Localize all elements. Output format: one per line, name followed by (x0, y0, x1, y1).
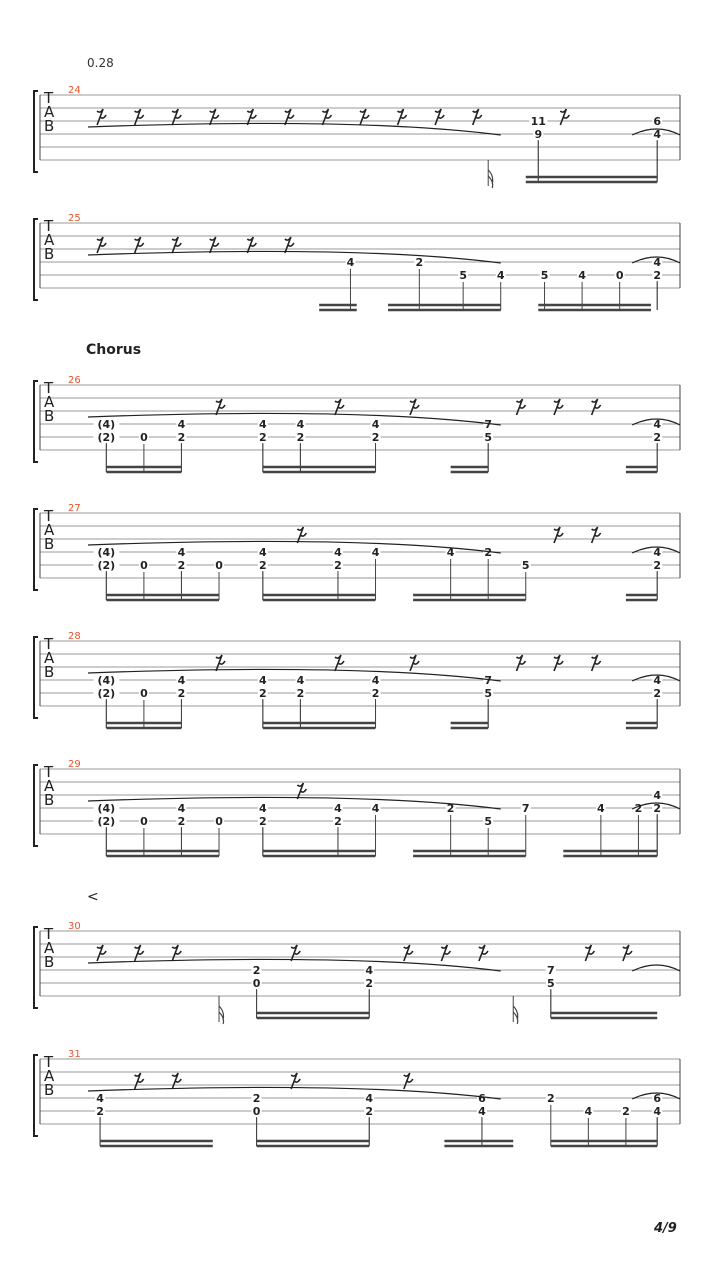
rest-glyph (297, 783, 306, 799)
fret-number: (4) (97, 674, 116, 687)
fret-number: 0 (252, 1105, 261, 1118)
rest-glyph (172, 1073, 181, 1089)
rest-glyph (172, 109, 181, 125)
rest-glyph (623, 945, 632, 961)
measure-number: 28 (68, 631, 81, 642)
fret-number: 7 (546, 964, 555, 977)
fret-number: 2 (653, 269, 662, 282)
fret-number: 4 (653, 1105, 662, 1118)
tab-clef-letter: A (44, 521, 55, 539)
fret-number: 2 (296, 431, 305, 444)
rest-glyph (247, 109, 256, 125)
rest-glyph (517, 655, 526, 671)
fret-number: 4 (584, 1105, 593, 1118)
slur-arc (88, 541, 501, 553)
system-bracket (34, 219, 38, 300)
fret-number: 4 (346, 256, 355, 269)
fret-number: 4 (653, 418, 662, 431)
system-bracket (34, 509, 38, 590)
fret-number: 4 (496, 269, 505, 282)
tab-clef-letter: T (44, 89, 54, 107)
fret-number: 4 (597, 802, 605, 815)
rest-glyph (291, 945, 300, 961)
fret-number: 4 (371, 802, 380, 815)
system-bracket (34, 765, 38, 846)
rest-glyph (592, 399, 601, 415)
fret-number: 4 (177, 674, 186, 687)
tab-clef-letter: A (44, 939, 55, 957)
fret-number: 2 (365, 1105, 374, 1118)
fret-number: 4 (365, 1092, 374, 1105)
rest-glyph (435, 109, 444, 125)
fret-number: 5 (484, 815, 493, 828)
slur-arc (88, 123, 501, 135)
measure-number: 31 (68, 1049, 81, 1060)
fret-number: 0 (140, 431, 148, 444)
fret-number: 7 (484, 674, 493, 687)
system-bracket (34, 91, 38, 172)
fret-number: 0 (615, 269, 624, 282)
fret-number: 4 (371, 546, 380, 559)
tab-clef-letter: A (44, 393, 55, 411)
fret-number: 2 (653, 431, 662, 444)
fret-number: 2 (365, 977, 374, 990)
rest-glyph (410, 399, 419, 415)
fret-number: 5 (459, 269, 467, 282)
system-bracket (34, 1055, 38, 1136)
measure-number: 26 (68, 375, 81, 386)
rest-glyph (135, 945, 144, 961)
fret-number: 2 (371, 687, 380, 700)
tab-clef-letter: A (44, 1067, 55, 1085)
rest-glyph (216, 655, 225, 671)
fret-number: 2 (177, 559, 186, 572)
rest-glyph (210, 237, 219, 253)
rest-glyph (410, 655, 419, 671)
rest-glyph (247, 237, 256, 253)
tab-clef-letter: T (44, 925, 54, 943)
section-label-chorus: Chorus (86, 342, 142, 358)
fret-number: (2) (97, 687, 116, 700)
fret-number: 4 (446, 546, 455, 559)
slur-arc (88, 1087, 501, 1099)
fret-number: 2 (484, 546, 493, 559)
tab-clef-letter: B (44, 1081, 55, 1099)
fret-number: 2 (334, 815, 342, 828)
fret-number: 4 (653, 789, 662, 802)
system-bracket (34, 381, 38, 462)
fret-number: 2 (296, 687, 305, 700)
rest-glyph (335, 399, 344, 415)
system-bracket (34, 637, 38, 718)
tab-clef-letter: B (44, 117, 55, 135)
tab-clef-letter: T (44, 507, 54, 525)
measure-number: 24 (68, 85, 81, 96)
rest-glyph (297, 527, 306, 543)
fret-number: 2 (259, 431, 267, 444)
fret-number: 4 (371, 418, 380, 431)
fret-number: 4 (96, 1092, 104, 1105)
fret-number: (4) (97, 802, 116, 815)
rest-glyph (135, 1073, 144, 1089)
rest-glyph (135, 237, 144, 253)
slur-arc (88, 959, 501, 971)
fret-number: (2) (97, 815, 116, 828)
rest-glyph (592, 527, 601, 543)
measure-number: 29 (68, 759, 81, 770)
fret-number: 5 (484, 431, 493, 444)
tab-clef-letter: A (44, 103, 55, 121)
fret-number: 4 (177, 418, 186, 431)
rest-glyph (210, 109, 219, 125)
fret-number: 5 (484, 687, 493, 700)
rest-glyph (360, 109, 369, 125)
fret-number: 4 (177, 546, 186, 559)
rest-glyph (322, 109, 331, 125)
fret-number: 4 (259, 418, 267, 431)
measure-number: 30 (68, 921, 81, 932)
fret-number: 4 (653, 546, 662, 559)
fret-number: 4 (296, 418, 305, 431)
tempo-marking: 0.28 (87, 56, 114, 70)
fret-number: 9 (534, 128, 543, 141)
slur-arc (88, 669, 501, 681)
slur-arc (88, 251, 501, 263)
rest-glyph (441, 945, 450, 961)
fret-number: 5 (546, 977, 555, 990)
fret-number: 4 (371, 674, 380, 687)
rest-glyph (97, 237, 106, 253)
fret-number: 0 (215, 559, 223, 572)
rest-glyph (97, 109, 106, 125)
fret-number: 2 (252, 964, 261, 977)
fret-number: 6 (478, 1092, 486, 1105)
tab-clef-letter: T (44, 217, 54, 235)
fret-number: 4 (296, 674, 305, 687)
fret-number: (2) (97, 559, 116, 572)
fret-number: 6 (653, 1092, 662, 1105)
fret-number: 0 (140, 559, 148, 572)
fret-number: 2 (653, 687, 662, 700)
tab-clef-letter: B (44, 953, 55, 971)
fret-number: 2 (252, 1092, 261, 1105)
rest-glyph (404, 945, 413, 961)
fret-number: 4 (259, 802, 267, 815)
fret-number: (2) (97, 431, 116, 444)
tab-clef-letter: A (44, 649, 55, 667)
tab-clef-letter: B (44, 535, 55, 553)
rest-glyph (335, 655, 344, 671)
note-flag (219, 1006, 224, 1024)
rest-glyph (473, 109, 482, 125)
fret-number: 2 (177, 431, 186, 444)
fret-number: 2 (259, 559, 267, 572)
fret-number: 0 (140, 815, 148, 828)
tab-clef-letter: B (44, 791, 55, 809)
fret-number: 7 (484, 418, 493, 431)
rest-glyph (479, 945, 488, 961)
fret-number: 2 (177, 687, 186, 700)
rest-glyph (517, 399, 526, 415)
slur-arc (88, 413, 501, 425)
tab-clef-letter: T (44, 379, 54, 397)
tab-clef-letter: A (44, 231, 55, 249)
fret-number: 4 (259, 674, 267, 687)
rest-glyph (404, 1073, 413, 1089)
rest-glyph (554, 527, 563, 543)
rest-glyph (560, 109, 569, 125)
note-flag (513, 1006, 518, 1024)
rest-glyph (554, 655, 563, 671)
fret-number: 2 (546, 1092, 555, 1105)
fret-number: 0 (140, 687, 148, 700)
fret-number: 4 (578, 269, 586, 282)
fret-number: 5 (521, 559, 530, 572)
measure-number: 27 (68, 503, 81, 514)
rest-glyph (585, 945, 594, 961)
rest-glyph (398, 109, 407, 125)
fret-number: 6 (653, 115, 662, 128)
fret-number: (4) (97, 546, 116, 559)
fret-number: 4 (478, 1105, 486, 1118)
fret-number: 4 (259, 546, 267, 559)
fret-number: 2 (653, 559, 662, 572)
fret-number: 2 (634, 802, 643, 815)
rest-glyph (172, 945, 181, 961)
system-bracket (34, 927, 38, 1008)
fret-number: 5 (540, 269, 549, 282)
fret-number: 2 (371, 431, 380, 444)
rest-glyph (592, 655, 601, 671)
rest-glyph (135, 109, 144, 125)
rest-glyph (291, 1073, 300, 1089)
fret-number: 4 (653, 128, 662, 141)
fret-number: 4 (177, 802, 186, 815)
tab-clef-letter: T (44, 635, 54, 653)
fret-number: 2 (415, 256, 424, 269)
fret-number: 7 (521, 802, 530, 815)
fret-number: 0 (215, 815, 223, 828)
fret-number: (4) (97, 418, 116, 431)
fret-number: 2 (259, 687, 267, 700)
tab-clef-letter: B (44, 663, 55, 681)
fret-number: 11 (530, 115, 546, 128)
fret-number: 2 (96, 1105, 104, 1118)
slur-arc (88, 797, 501, 809)
measure-number: 25 (68, 213, 81, 224)
tab-clef-letter: A (44, 777, 55, 795)
tab-clef-letter: B (44, 407, 55, 425)
rest-glyph (554, 399, 563, 415)
rest-glyph (172, 237, 181, 253)
rest-glyph (216, 399, 225, 415)
tab-clef-letter: B (44, 245, 55, 263)
fret-number: 2 (653, 802, 662, 815)
tab-clef-letter: T (44, 1053, 54, 1071)
fret-number: 2 (622, 1105, 630, 1118)
fret-number: 4 (334, 802, 342, 815)
fret-number: 0 (252, 977, 261, 990)
rest-glyph (285, 109, 294, 125)
fret-number: 2 (259, 815, 267, 828)
page-number: 4/9 (654, 1221, 677, 1236)
rest-glyph (97, 945, 106, 961)
fret-number: 2 (334, 559, 342, 572)
note-flag (488, 170, 493, 188)
fret-number: 4 (365, 964, 374, 977)
fret-number: 2 (177, 815, 186, 828)
dynamic-marker: < (87, 889, 99, 905)
rest-glyph (285, 237, 294, 253)
fret-number: 4 (653, 256, 662, 269)
fret-number: 4 (653, 674, 662, 687)
fret-number: 2 (446, 802, 455, 815)
tab-clef-letter: T (44, 763, 54, 781)
fret-number: 4 (334, 546, 342, 559)
